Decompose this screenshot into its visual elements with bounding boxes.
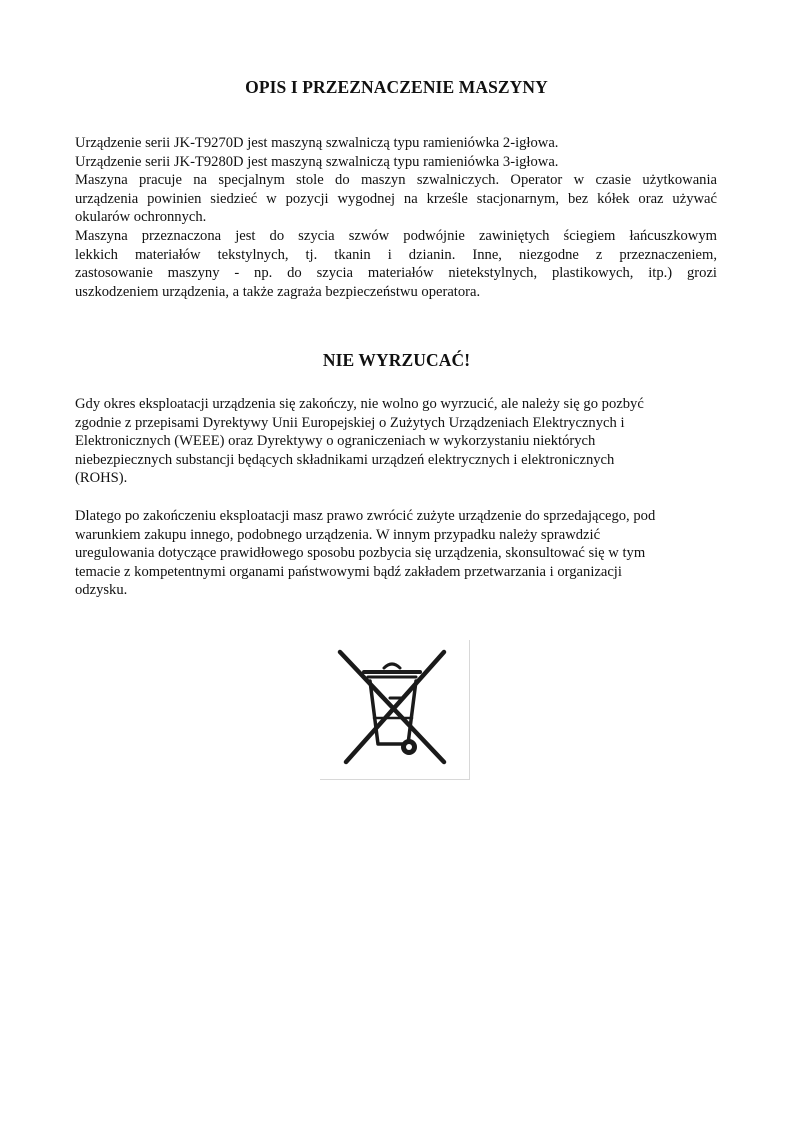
text-line: Maszyna pracuje na specjalnym stole do maszyn szwalniczych. Operator w czasie użytkowania [75,172,717,189]
weee-symbol-figure [320,640,470,780]
text-line: Urządzenie serii JK-T9280D jest maszyną szwalniczą typu ramieniówka 3-igłowa. [75,153,559,170]
text-line: lekkich materiałów tekstylnych, tj. tkanin i dzianin. Inne, niezgodne z przeznaczeniem, [75,246,717,263]
text-line: zastosowanie maszyny - np. do szycia materiałów nietekstylnych, plastikowych, itp.) grozi [75,265,717,282]
text-line: warunkiem zakupu innego, podobnego urządzenia. W innym przypadku należy sprawdzić [75,526,601,543]
crossed-out-wheelie-bin-icon [334,648,450,770]
text-line: (ROHS). [75,470,128,487]
text-line: okularów ochronnych. [75,209,207,226]
text-line: temacie z kompetentnymi organami państwowymi bądź zakładem przetwarzania i organizacji [75,563,622,580]
text-line: Elektronicznych (WEEE) oraz Dyrektywy o ograniczeniach w wykorzystaniu niektórych [75,433,596,450]
text-line: Urządzenie serii JK-T9270D jest maszyną szwalniczą typu ramieniówka 2-igłowa. [75,135,559,151]
section-title-do-not-dispose: NIE WYRZUCAĆ! [322,350,471,370]
section-title-description: OPIS I PRZEZNACZENIE MASZYNY [245,77,548,97]
text-line: Dlatego po zakończeniu eksploatacji masz prawo zwrócić zużyte urządzenie do sprzedającego, pod [75,508,656,524]
disposal-paragraph-1 [75,395,717,488]
text-line: uszkodzeniem urządzenia, a także zagraża bezpieczeństwu operatora. [75,283,481,300]
disposal-paragraph-2 [75,507,717,600]
text-line: Maszyna przeznaczona jest do szycia szwów podwójnie zawiniętych ściegiem łańcuszkowym [75,227,717,244]
text-line: zgodnie z przepisami Dyrektywy Unii Europejskiej o Zużytych Urządzeniach Elektrycznych i [75,414,625,431]
text-line: uregulowania dotyczące prawidłowego sposobu pozbycia się urządzenia, skonsultować się w tym [75,545,646,562]
text-line: odzysku. [75,582,128,599]
text-line: niebezpiecznych substancji będących składnikami urządzeń elektrycznych i elektronicznych [75,451,615,468]
machine-description-text [75,134,717,301]
text-line: Gdy okres eksploatacji urządzenia się zakończy, nie wolno go wyrzucić, ale należy się go pozbyć [75,396,644,412]
text-line: urządzenia powinien siedzieć w pozycji wygodnej na krześle stacjonarnym, bez kółek oraz używać [75,190,717,207]
